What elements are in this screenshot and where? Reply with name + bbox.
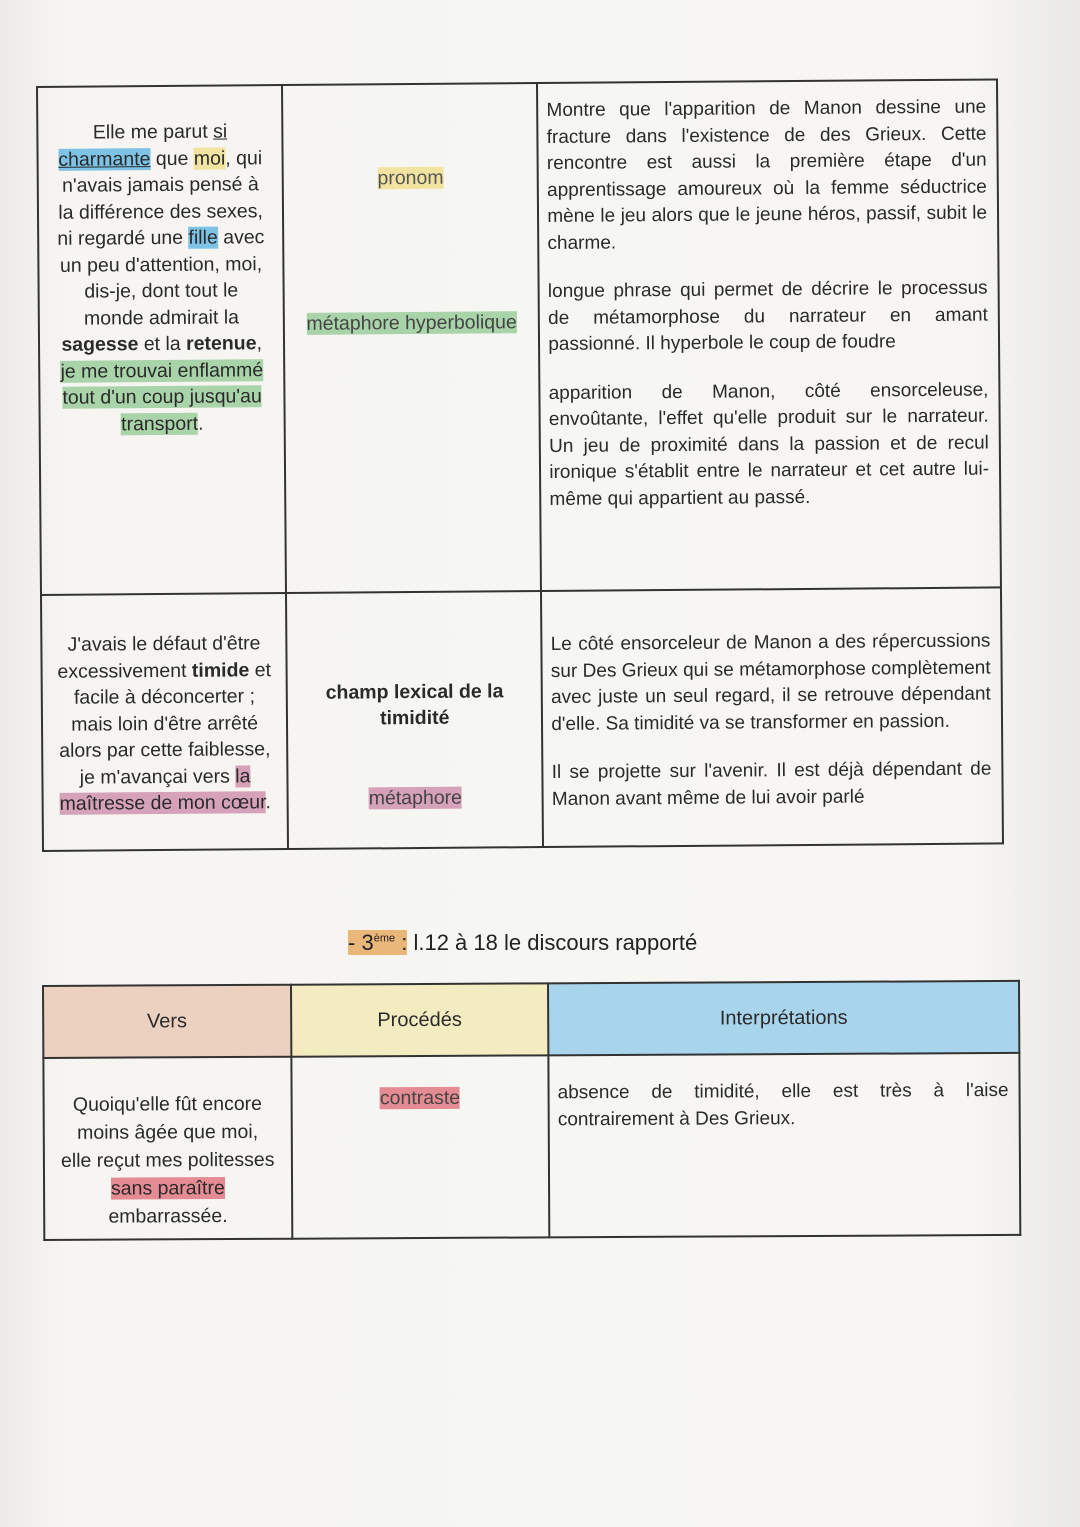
interpretations-cell bbox=[537, 79, 1001, 591]
table-row bbox=[41, 587, 1003, 851]
analysis-table-1 bbox=[36, 78, 1004, 852]
interpretation-text: apparition de Manon, côté ensorceleuse, envoûtante, l'effet qu'elle produit sur le narrateur. Un jeu de proximité dans la passion et de recul ironique s'établit entre le narrateur et cet autre lui-même qui appartient au passé. bbox=[548, 379, 990, 510]
highlight-enflamme: je me trouvai enflammé bbox=[60, 358, 264, 383]
verse-line: mais loin d'être arrêté bbox=[71, 711, 259, 736]
procede-label: métaphore hyperbolique bbox=[306, 311, 517, 335]
section-num: 3 bbox=[361, 930, 374, 955]
procede-label: champ lexical de la timidité bbox=[325, 680, 504, 730]
verse-line: et bbox=[249, 658, 272, 681]
procedes-cell bbox=[286, 591, 543, 849]
verse-cell bbox=[43, 1057, 292, 1240]
highlight-fille: fille bbox=[188, 226, 218, 249]
interpretation-text: longue phrase qui permet de décrire le processus de métamorphose du narrateur en amant passionné. Il hyperbole le coup de foudre bbox=[547, 277, 988, 355]
verse-line: , bbox=[256, 332, 263, 355]
verse-text bbox=[38, 86, 284, 438]
table-header-row bbox=[43, 981, 1019, 1058]
interpretation-text: Montre que l'apparition de Manon dessine une fracture dans l'existence de des Grieux. Cette rencontre est aussi la première étape d'un apprentissage amoureux où la femme séductrice mène le jeu alors que le jeune héros, passif, subit le charme. bbox=[546, 96, 988, 254]
verse-line: . bbox=[265, 791, 272, 814]
highlight-charmante: charmante bbox=[58, 147, 151, 171]
procede-item bbox=[284, 189, 538, 336]
verse-line: n'avais jamais pensé à bbox=[61, 173, 259, 197]
verse-text bbox=[44, 1058, 291, 1231]
procede-item bbox=[288, 730, 542, 811]
verse-line: et la bbox=[138, 332, 187, 356]
verse-line: un peu d'attention, moi, bbox=[59, 252, 263, 277]
analysis-table-2 bbox=[42, 980, 1021, 1241]
interpretations-cell bbox=[548, 1053, 1020, 1237]
procede-label: pronom bbox=[377, 166, 444, 190]
interpretation-text: absence de timidité, elle est très à l'aise contrairement à Des Grieux. bbox=[557, 1079, 1009, 1130]
verse-cell bbox=[37, 85, 286, 595]
verse-line: je m'avançai vers bbox=[79, 764, 236, 789]
header-vers: Vers bbox=[43, 985, 291, 1058]
verse-line: Elle me parut bbox=[92, 120, 214, 144]
verse-line: Quoiqu'elle fût encore bbox=[72, 1092, 263, 1116]
highlight-transport: transport bbox=[121, 412, 199, 435]
verse-line: J'avais le défaut d'être bbox=[67, 632, 261, 656]
verse-line: alors par cette faiblesse, bbox=[59, 738, 271, 762]
procedes-cell bbox=[282, 83, 541, 593]
highlight-maitresse: maîtresse de mon cœur bbox=[59, 791, 266, 815]
header-procedes: Procédés bbox=[291, 983, 549, 1056]
section-sup: ème bbox=[373, 932, 396, 945]
bold-word: sagesse bbox=[61, 333, 139, 356]
verse-line: facile à déconcerter ; bbox=[73, 685, 256, 709]
verse-line: elle reçut mes politesses bbox=[60, 1148, 275, 1172]
section-sep: : bbox=[395, 930, 408, 955]
verse-line: ni regardé une bbox=[57, 226, 189, 250]
highlight-moi: moi bbox=[193, 147, 226, 170]
verse-line: que bbox=[150, 147, 194, 170]
highlight-la: la bbox=[235, 764, 251, 787]
verse-line: avec bbox=[217, 226, 265, 249]
interpretation-text: Le côté ensorceleur de Manon a des répercussions sur Des Grieux qui se métamorphose complètement avec juste un seul regard, il se retrouve dépendant d'elle. Sa timidité va se transformer en passion. bbox=[550, 630, 991, 735]
interpretation-block bbox=[549, 1054, 1018, 1133]
verse-line: dis-je, dont tout le bbox=[84, 279, 239, 303]
verse-cell bbox=[41, 593, 288, 851]
procede-label: contraste bbox=[379, 1086, 461, 1110]
verse-line: moins âgée que moi, bbox=[77, 1120, 259, 1144]
procede-item bbox=[283, 84, 537, 191]
procede-label: métaphore bbox=[368, 786, 463, 810]
bold-word: timide bbox=[191, 658, 250, 682]
table-row bbox=[37, 79, 1001, 595]
highlight-coup: tout d'un coup jusqu'au bbox=[62, 385, 262, 409]
verse-line: embarrassée. bbox=[108, 1205, 228, 1228]
section-title bbox=[348, 930, 697, 956]
table-row bbox=[43, 1053, 1020, 1240]
verse-line: . bbox=[197, 412, 204, 435]
interpretation-block bbox=[542, 588, 1001, 813]
verse-line: , qui bbox=[225, 146, 263, 170]
procedes-cell bbox=[291, 1055, 549, 1238]
verse-text bbox=[42, 594, 287, 817]
interpretations-cell bbox=[541, 587, 1003, 847]
header-interpretations: Interprétations bbox=[548, 981, 1019, 1055]
interpretation-block bbox=[538, 80, 999, 513]
procede-item bbox=[292, 1056, 548, 1110]
highlight-sans-paraitre: sans paraître bbox=[110, 1177, 225, 1200]
underlined-word: si bbox=[213, 120, 228, 143]
verse-line: monde admirait la bbox=[83, 305, 240, 330]
bold-word: retenue bbox=[185, 332, 257, 355]
section-number: - 3ème bbox=[348, 930, 396, 955]
interpretation-text: Il se projette sur l'avenir. Il est déjà dépendant de Manon avant même de lui avoir parlé bbox=[551, 758, 992, 810]
section-title-text: l.12 à 18 le discours rapporté bbox=[407, 930, 698, 955]
verse-line: la différence des sexes, bbox=[58, 199, 263, 224]
verse-line: excessivement bbox=[57, 659, 192, 683]
